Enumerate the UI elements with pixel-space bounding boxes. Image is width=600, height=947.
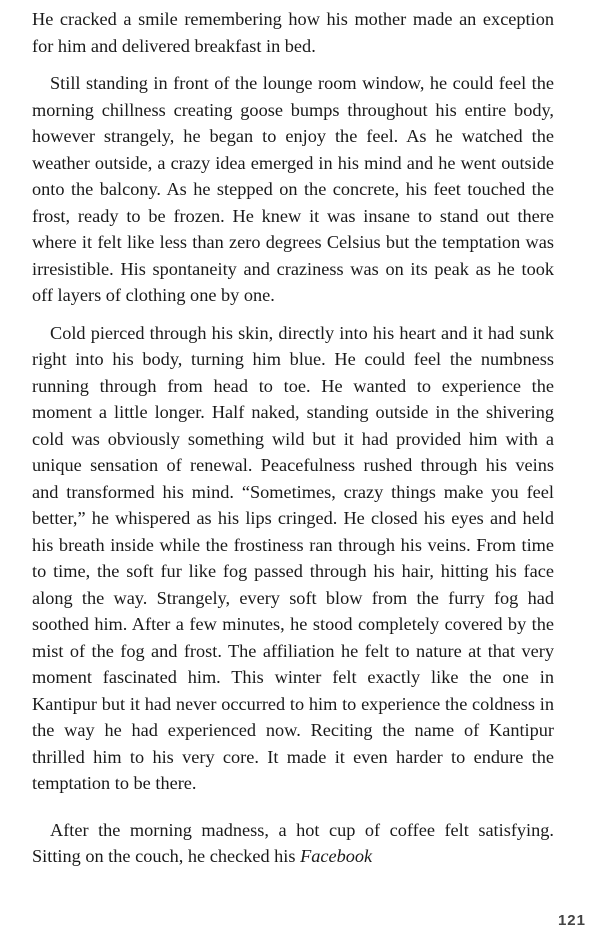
paragraph-4-text: After the morning madness, a hot cup of coffee felt satisfying. Sitting on the couch, he checked his [32, 819, 554, 866]
book-page [32, 6, 554, 870]
paragraph-3: Cold pierced through his skin, directly into his heart and it had sunk right into his body, turning him blue. He could feel the numbness running through from head to toe. He wanted to experience the moment a little longer. Half naked, standing outside in the shivering cold was obviously something wild but it had provided him with a unique sensation of renewal. Peacefulness rushed through his veins and transformed his mind. “Sometimes, crazy things make you feel better,” he whispered as his lips cringed. He closed his eyes and held his breath inside while the frostiness ran through his veins. From time to time, the soft fur like fog passed through his hair, hitting his face along the way. Strangely, every soft blow from the furry fog had soothed him. After a few minutes, he stood completely covered by the mist of the fog and frost. The affiliation he felt to nature at that very moment fascinated him. This winter felt exactly like the one in Kantipur but it had never occurred to him to experience the coldness in the way he had experienced now. Reciting the name of Kantipur thrilled him to his very core. It made it even harder to endure the temptation to be there. [32, 322, 554, 793]
paragraph-1: He cracked a smile remembering how his mother made an exception for him and delivered breakfast in bed. [32, 9, 554, 56]
page-number: 121 [557, 912, 586, 929]
paragraph-2: Still standing in front of the lounge room window, he could feel the morning chillness creating goose bumps throughout his entire body, however strangely, he began to enjoy the feel. As he watched the weather outside, a crazy idea emerged in his mind and he went outside onto the balcony. As he stepped on the concrete, his feet touched the frost, ready to be frozen. He knew it was insane to stand out there where it felt like less than zero degrees Celsius but the temptation was irresistible. His spontaneity and craziness was on its peak as he took off layers of clothing one by one. [32, 73, 554, 305]
paragraph-4-italic-term: Facebook [300, 846, 373, 866]
paragraph-4 [32, 817, 554, 870]
